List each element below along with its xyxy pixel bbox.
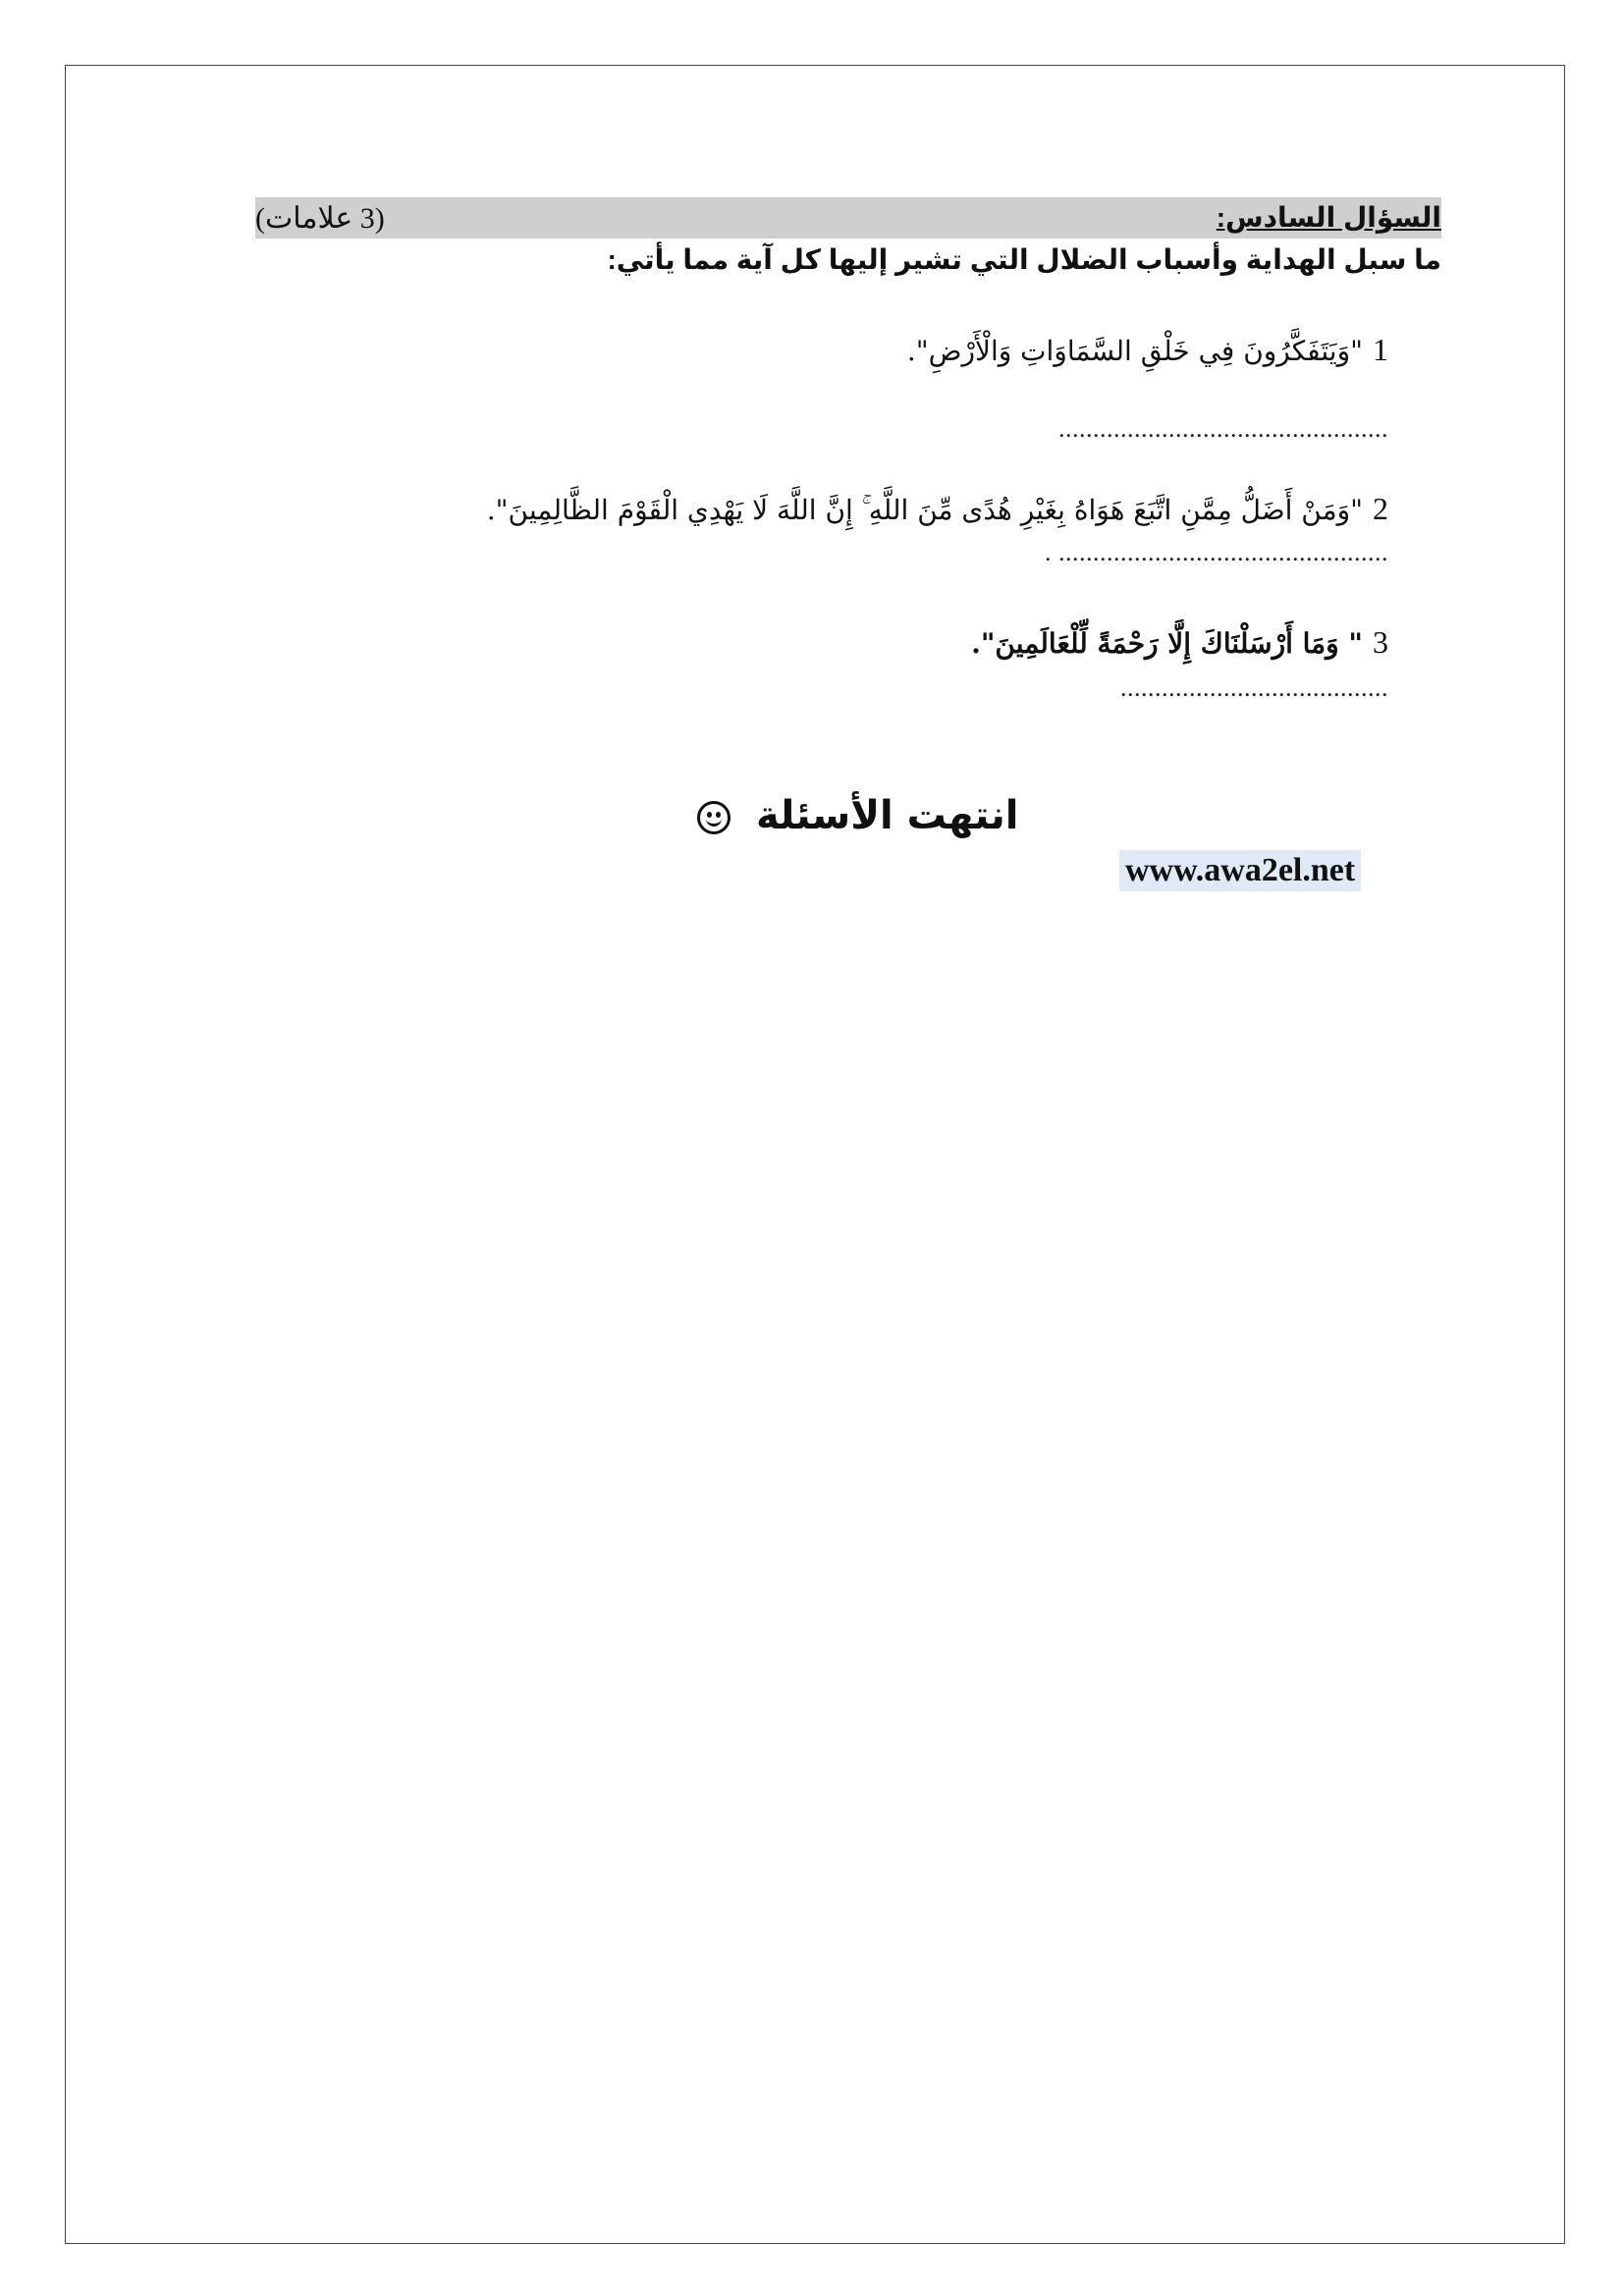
smiley-icon: [697, 801, 731, 834]
verse-text: " وَمَا أَرْسَلْنَاكَ إِلَّا رَحْمَةً لِّلْعَالَمِينَ".: [971, 627, 1363, 660]
end-of-questions: [697, 793, 1018, 838]
end-text: انتهت الأسئلة: [755, 793, 1019, 838]
verse-item-2: [487, 491, 1388, 527]
question-header-bar: [255, 197, 1441, 239]
verse-text: "وَمَنْ أَضَلُّ مِمَّنِ اتَّبَعَ هَوَاهُ بِغَيْرِ هُدًى مِّنَ اللَّهِ ۚ إِنَّ اللَّهَ لَا يَهْدِي الْقَوْمَ الظَّالِمِينَ".: [486, 494, 1363, 526]
answer-line-3[interactable]: .......................................: [1120, 673, 1388, 702]
verse-item-3: [971, 624, 1388, 661]
website-link[interactable]: www.awa2el.net: [1119, 850, 1361, 891]
verse-item-1: [907, 332, 1388, 368]
question-prompt: ما سبل الهداية وأسباب الضلال التي تشير إليها كل آية مما يأتي:: [607, 244, 1441, 275]
verse-number: 3: [1373, 624, 1388, 660]
page-border: [65, 65, 1565, 2244]
answer-line-2[interactable]: . ................................................: [1045, 538, 1388, 566]
question-marks: (3 علامات): [255, 202, 385, 235]
question-title: السؤال السادس:: [1216, 202, 1441, 233]
verse-number: 1: [1373, 332, 1388, 367]
answer-line-1[interactable]: ................................................: [1058, 414, 1388, 443]
verse-text: "وَيَتَفَكَّرُونَ فِي خَلْقِ السَّمَاوَاتِ وَالْأَرْضِ".: [906, 335, 1363, 367]
verse-number: 2: [1373, 491, 1388, 526]
